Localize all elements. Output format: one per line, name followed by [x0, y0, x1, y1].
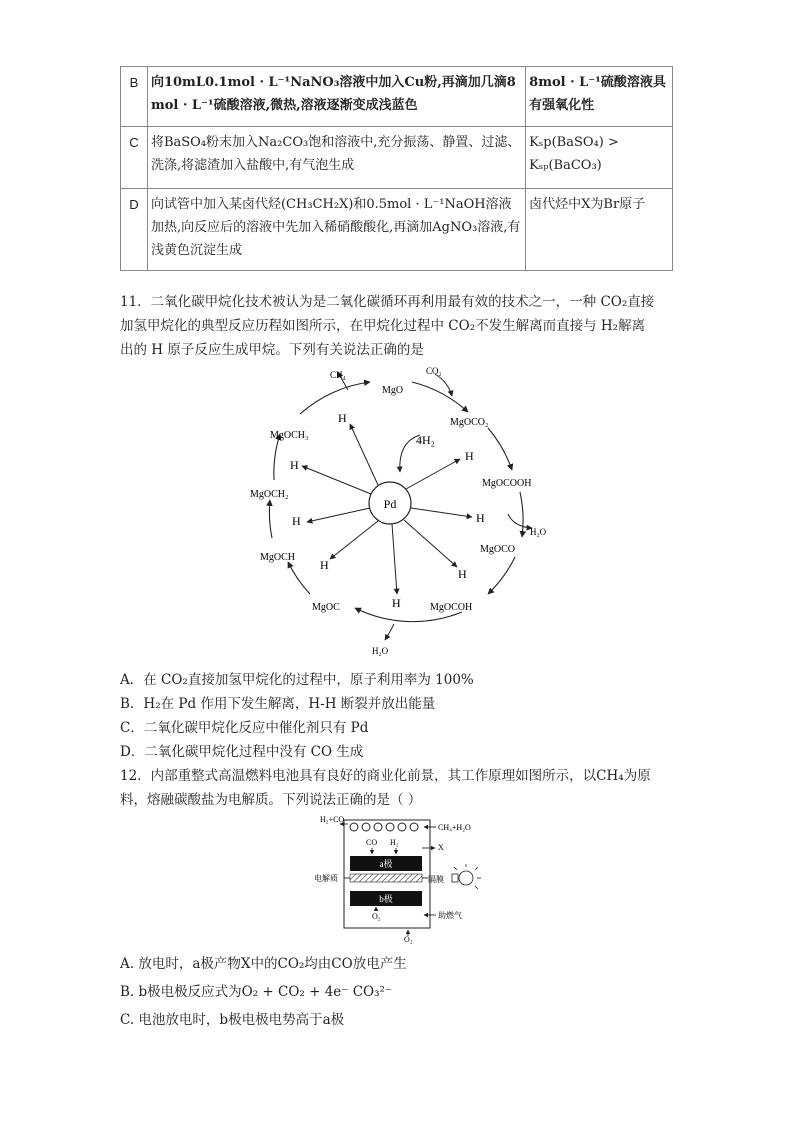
row-operation: 向试管中加入某卤代烃(CH₃CH₂X)和0.5mol · L⁻¹NaOH溶液加热,向反应后的溶液中先加入稀硝酸酸化,再滴加AgNO₃溶液,有浅黄色沉淀生成	[147, 189, 525, 271]
h-atom: H	[458, 567, 467, 581]
row-label: C	[121, 127, 148, 189]
q11-option-a[interactable]: A．在 CO₂直接加氢甲烷化的过程中，原子利用率为 100%	[120, 672, 474, 688]
node-mgoch2: MgOCH₂	[250, 489, 289, 500]
node-mgoco: MgOCO	[480, 544, 516, 555]
x-label: X	[438, 843, 444, 852]
catalyst-row	[350, 823, 418, 831]
experiment-table	[120, 66, 673, 271]
o2-label: O₂	[372, 912, 381, 921]
co-label: CO	[366, 838, 378, 847]
row-label: D	[121, 189, 148, 271]
h-atom: H	[338, 411, 347, 425]
h-atom: H	[320, 558, 329, 572]
row-conclusion: Kₛp(BaSO₄) > Kₛₚ(BaCO₃)	[526, 127, 673, 189]
q11-option-c[interactable]: C．二氧化碳甲烷化反应中催化剂只有 Pd	[120, 720, 369, 736]
q12-line2: 料，熔融碳酸盐为电解质。下列说法正确的是（ ）	[120, 792, 422, 808]
ch4h2o-label: CH₄+H₂O	[438, 823, 471, 832]
h2-label: 4H₂	[416, 433, 435, 447]
membrane-label: 隔膜	[428, 875, 444, 884]
h2-label: H₂	[390, 838, 399, 847]
q12-option-a[interactable]: A. 放电时，a极产物X中的CO₂均由CO放电产生	[120, 956, 407, 972]
fuel-cell-diagram	[310, 812, 500, 950]
h-atom: H	[392, 596, 401, 610]
node-mgocooh: MgOCOOH	[482, 478, 532, 489]
ch4-label: CH₄	[330, 370, 346, 380]
node-mgoch: MgOCH	[260, 552, 296, 563]
node-mgoch3: MgOCH₃	[270, 430, 309, 441]
row-conclusion: 8mol · L⁻¹硫酸溶液具有强氧化性	[526, 67, 673, 127]
b-pole-label: b极	[379, 894, 393, 904]
co2-label: CO₂	[426, 366, 442, 376]
electrolyte-layer	[350, 874, 422, 882]
row-operation: 将BaSO₄粉末加入Na₂CO₃饱和溶液中,充分振荡、静置、过滤、洗涤,将滤渣加入盐酸中,有气泡生成	[147, 127, 525, 189]
air-label: 助燃气	[438, 911, 462, 920]
h-atom: H	[465, 449, 474, 463]
h-atom: H	[292, 514, 301, 528]
a-pole-label: a极	[379, 859, 393, 869]
q11-stem	[120, 290, 680, 362]
pd-label: Pd	[383, 497, 397, 511]
node-mgocoh: MgOCOH	[430, 602, 473, 613]
o2-bottom-label: O₂	[404, 935, 413, 944]
q11-line3: 出的 H 原子反应生成甲烷。下列有关说法正确的是	[120, 342, 424, 358]
row-operation: 向10mL0.1mol · L⁻¹NaNO₃溶液中加入Cu粉,再滴加几滴8 mol · L⁻¹硫酸溶液,微热,溶液逐渐变成浅蓝色	[147, 67, 525, 127]
electrolyte-label: 电解质	[314, 874, 338, 883]
table-row	[121, 189, 673, 271]
node-mgoc: MgOC	[312, 602, 340, 613]
h-atom: H	[290, 458, 299, 472]
h2o-label: H₂O	[372, 646, 389, 656]
q11-option-b[interactable]: B．H₂在 Pd 作用下发生解离，H-H 断裂并放出能量	[120, 696, 436, 712]
q12-option-c[interactable]: C. 电池放电时，b极电极电势高于a极	[120, 1012, 345, 1028]
q12-line1: 12．内部重整式高温燃料电池具有良好的商业化前景，其工作原理如图所示，以CH₄为原	[120, 768, 651, 784]
methanation-cycle-diagram	[230, 362, 560, 662]
row-label: B	[121, 67, 148, 127]
table-row	[121, 127, 673, 189]
h2o-label: H₂O	[530, 527, 547, 537]
q11-line2: 加氢甲烷化的典型反应历程如图所示，在甲烷化过程中 CO₂不发生解离而直接与 H₂解离	[120, 318, 646, 334]
q11-option-d[interactable]: D．二氧化碳甲烷化过程中没有 CO 生成	[120, 744, 364, 760]
node-mgo: MgO	[382, 385, 404, 396]
table-row	[121, 67, 673, 127]
q12-stem	[120, 764, 680, 812]
h2co-label: H₂+CO	[320, 815, 345, 824]
row-conclusion: 卤代烃中X为Br原子	[526, 189, 673, 271]
q11-line1: 11．二氧化碳甲烷化技术被认为是二氧化碳循环再利用最有效的技术之一，一种 CO₂直接	[120, 294, 655, 310]
q12-option-b[interactable]: B. b极电极反应式为O₂ + CO₂ + 4e⁻ CO₃²⁻	[120, 984, 393, 1000]
node-mgoco2: MgOCO₂	[450, 417, 489, 428]
load-bulb-icon	[452, 864, 481, 889]
h-atom: H	[476, 511, 485, 525]
